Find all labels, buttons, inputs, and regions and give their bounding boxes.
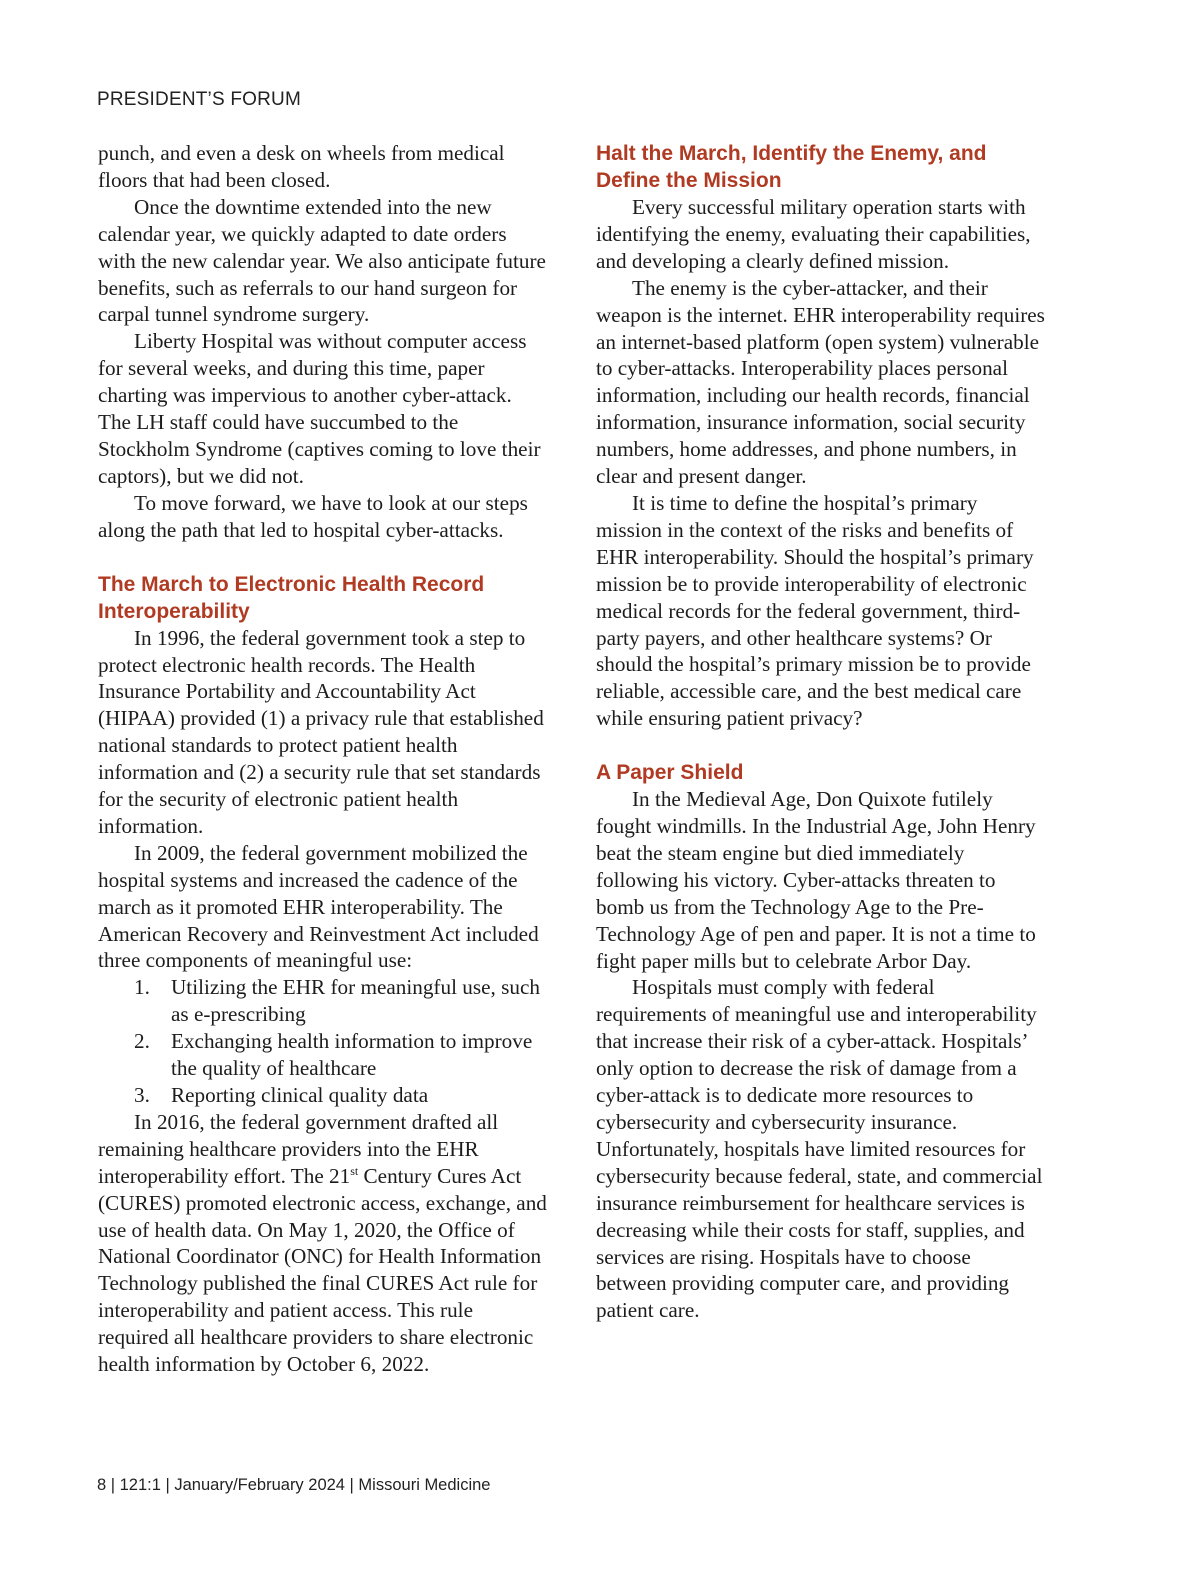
- section-heading-halt: Halt the March, Identify the Enemy, and Define the Mission: [596, 142, 987, 192]
- list-item-text: Reporting clinical quality data: [171, 1083, 429, 1107]
- list-number: 3.: [134, 1083, 150, 1107]
- paragraph: [98, 1109, 548, 1378]
- list-item: [98, 1028, 548, 1082]
- section-heading-paper-shield: A Paper Shield: [596, 761, 744, 785]
- meaningful-use-list: [98, 974, 548, 1109]
- list-item: [98, 1082, 548, 1109]
- paragraph: Once the downtime extended into the new calendar year, we quickly adapted to date orders with the new calendar year. We also anticipate future benefits, such as referrals to our hand surgeon for carpal tunnel syndrome surgery.: [98, 194, 546, 327]
- section-heading-march: The March to Electronic Health Record Interoperability: [98, 572, 485, 623]
- list-number: 1.: [134, 975, 150, 1000]
- paragraph: In 1996, the federal government took a step to protect electronic health records. The Health Insurance Portability and Accountability Act (HIPAA) provided (1) a privacy rule that established national standards to protect patient health information and (2) a security rule that set standards for the security of electronic patient health information.: [98, 625, 544, 838]
- paragraph-part: In 2016, the federal government drafted all remaining healthcare providers into the EHR interoperability effort. The 21: [98, 1109, 499, 1188]
- paragraph: In the Medieval Age, Don Quixote futilely fought windmills. In the Industrial Age, John Henry beat the steam engine but died immediately following his victory. Cyber-attacks threaten to bomb us from the Technology Age to the Pre-Technology Age of pen and paper. It is not a time to fight paper mills but to celebrate Arbor Day.: [596, 787, 1036, 973]
- paragraph: It is time to define the hospital’s primary mission in the context of the risks and benefits of EHR interoperability. Should the hospital’s primary mission be to provide interoperability of electronic medical records for the federal government, third-party payers, and other healthcare systems? Or should the hospital’s primary mission be to provide reliable, accessible care, and the best medical care while ensuring patient privacy?: [596, 490, 1034, 731]
- right-column: [596, 140, 1046, 1324]
- list-item-text: Utilizing the EHR for meaningful use, such as e-prescribing: [171, 975, 540, 1027]
- paragraph: In 2009, the federal government mobilized the hospital systems and increased the cadence of the march as it promoted EHR interoperability. The American Recovery and Reinvestment Act included three components of meaningful use:: [98, 840, 539, 973]
- list-item-text: Exchanging health information to improve the quality of healthcare: [171, 1029, 533, 1081]
- left-column: [98, 140, 548, 1378]
- paragraph-part: Century Cures Act (CURES) promoted electronic access, exchange, and use of health data. On May 1, 2020, the Office of National Coordinator (ONC) for Health Information Technology published the final CURES Act rule for interoperability and patient access. This rule required all healthcare providers to share electronic health information by October 6, 2022.: [98, 1163, 547, 1377]
- paragraph: The enemy is the cyber-attacker, and their weapon is the internet. EHR interoperability requires an internet-based platform (open system) vulnerable to cyber-attacks. Interoperability places personal information, including our health records, financial information, insurance information, social security numbers, home addresses, and phone numbers, in clear and present danger.: [596, 275, 1045, 489]
- page-footer: 8 | 121:1 | January/February 2024 | Missouri Medicine: [97, 1476, 491, 1494]
- paragraph: Every successful military operation starts with identifying the enemy, evaluating their capabilities, and developing a clearly defined mission.: [596, 195, 1031, 273]
- paragraph: Liberty Hospital was without computer access for several weeks, and during this time, paper charting was impervious to another cyber-attack. The LH staff could have succumbed to the Stockholm Syndrome (captives coming to love their captors), but we did not.: [98, 329, 541, 488]
- paragraph: To move forward, we have to look at our steps along the path that led to hospital cyber-attacks.: [98, 490, 528, 542]
- paragraph: Hospitals must comply with federal requirements of meaningful use and interoperability that increase their risk of a cyber-attack. Hospitals’ only option to decrease the risk of damage from a cyber-attack is to dedicate more resources to cybersecurity and cybersecurity insurance. Unfortunately, hospitals have limited resources for cybersecurity because federal, state, and commercial insurance reimbursement for healthcare services is decreasing while their costs for staff, supplies, and services are rising. Hospitals have to choose between providing computer care, and providing patient care.: [596, 975, 1043, 1323]
- superscript: st: [350, 1163, 359, 1178]
- list-number: 2.: [134, 1029, 150, 1054]
- section-label: PRESIDENT’S FORUM: [97, 89, 301, 110]
- paragraph: punch, and even a desk on wheels from medical floors that had been closed.: [98, 141, 505, 192]
- list-item: [98, 974, 548, 1028]
